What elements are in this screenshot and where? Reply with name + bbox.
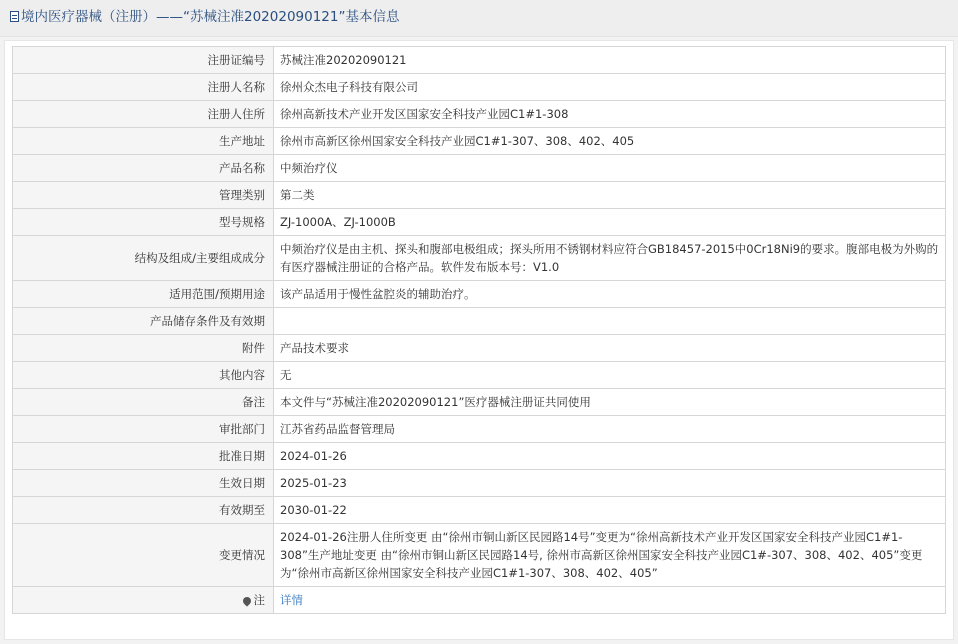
table-row bbox=[13, 182, 946, 209]
row-label: 管理类别 bbox=[13, 182, 274, 209]
table-row bbox=[13, 101, 946, 128]
table-row bbox=[13, 335, 946, 362]
row-label: 注册人住所 bbox=[13, 101, 274, 128]
row-value: ZJ-1000A、ZJ-1000B bbox=[274, 209, 946, 236]
table-row bbox=[13, 236, 946, 281]
table-row bbox=[13, 308, 946, 335]
row-label: 结构及组成/主要组成成分 bbox=[13, 236, 274, 281]
details-link[interactable]: 详情 bbox=[280, 593, 303, 607]
row-label: 注册人名称 bbox=[13, 74, 274, 101]
row-value: 2025-01-23 bbox=[274, 470, 946, 497]
row-value: 苏械注准20202090121 bbox=[274, 47, 946, 74]
table-row bbox=[13, 470, 946, 497]
table-row bbox=[13, 362, 946, 389]
table-row bbox=[13, 47, 946, 74]
note-label-cell bbox=[13, 587, 274, 614]
row-label: 型号规格 bbox=[13, 209, 274, 236]
page-title: 境内医疗器械（注册）——“苏械注准20202090121”基本信息 bbox=[21, 9, 400, 25]
row-label: 有效期至 bbox=[13, 497, 274, 524]
table-row bbox=[13, 209, 946, 236]
note-value-cell bbox=[274, 587, 946, 614]
row-label: 批准日期 bbox=[13, 443, 274, 470]
row-value: 2024-01-26注册人住所变更 由“徐州市铜山新区民园路14号”变更为“徐州高新技术产业开发区国家安全科技产业园C1#1-308”生产地址变更 由“徐州市铜山新区民园路14号, 徐州市高新区徐州国家安全科技产业园C1#-307、308、402、405”变更为“徐州市高新区徐州国家安全科技产业园C1#1-307、308、402、405” bbox=[274, 524, 946, 587]
row-value: 该产品适用于慢性盆腔炎的辅助治疗。 bbox=[274, 281, 946, 308]
row-label: 其他内容 bbox=[13, 362, 274, 389]
note-label: 注 bbox=[253, 593, 265, 607]
table-row bbox=[13, 281, 946, 308]
row-label: 审批部门 bbox=[13, 416, 274, 443]
row-label: 产品名称 bbox=[13, 155, 274, 182]
row-value: 无 bbox=[274, 362, 946, 389]
row-value: 中频治疗仪是由主机、探头和腹部电极组成；探头所用不锈钢材料应符合GB18457-2015中0Cr18Ni9的要求。腹部电极为外购的有医疗器械注册证的合格产品。软件发布版本号：V1.0 bbox=[274, 236, 946, 281]
row-value: 中频治疗仪 bbox=[274, 155, 946, 182]
note-row bbox=[13, 587, 946, 614]
document-icon bbox=[10, 11, 19, 22]
row-label: 附件 bbox=[13, 335, 274, 362]
row-value: 徐州高新技术产业开发区国家安全科技产业园C1#1-308 bbox=[274, 101, 946, 128]
row-label: 注册证编号 bbox=[13, 47, 274, 74]
page-header bbox=[0, 0, 958, 37]
table-row bbox=[13, 524, 946, 587]
table-row bbox=[13, 389, 946, 416]
table-row bbox=[13, 74, 946, 101]
row-label: 备注 bbox=[13, 389, 274, 416]
table-row bbox=[13, 443, 946, 470]
row-value: 产品技术要求 bbox=[274, 335, 946, 362]
table-row bbox=[13, 497, 946, 524]
row-label: 生效日期 bbox=[13, 470, 274, 497]
row-value: 本文件与“苏械注准20202090121”医疗器械注册证共同使用 bbox=[274, 389, 946, 416]
row-value: 2024-01-26 bbox=[274, 443, 946, 470]
table-row bbox=[13, 155, 946, 182]
row-label: 产品储存条件及有效期 bbox=[13, 308, 274, 335]
row-value: 2030-01-22 bbox=[274, 497, 946, 524]
row-value: 徐州市高新区徐州国家安全科技产业园C1#1-307、308、402、405 bbox=[274, 128, 946, 155]
row-value: 江苏省药品监督管理局 bbox=[274, 416, 946, 443]
row-label: 适用范围/预期用途 bbox=[13, 281, 274, 308]
pin-icon bbox=[241, 595, 252, 606]
table-row bbox=[13, 128, 946, 155]
row-label: 生产地址 bbox=[13, 128, 274, 155]
info-panel bbox=[4, 40, 954, 640]
table-row bbox=[13, 416, 946, 443]
row-value: 第二类 bbox=[274, 182, 946, 209]
row-value bbox=[274, 308, 946, 335]
row-label: 变更情况 bbox=[13, 524, 274, 587]
info-table bbox=[12, 46, 946, 614]
row-value: 徐州众杰电子科技有限公司 bbox=[274, 74, 946, 101]
